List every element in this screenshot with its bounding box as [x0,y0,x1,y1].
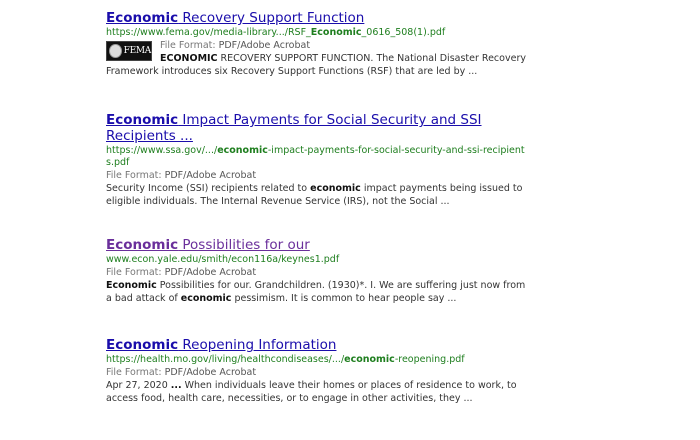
snippet-text: Apr 27, 2020 [106,380,171,391]
result-url[interactable] [106,27,526,39]
title-text: Impact Payments for Social Security and SSI Recipients ... [106,112,482,144]
snippet-text: impact payments being issued to eligible individuals. The Internal Revenue Service (IRS), not the Social ... [106,183,523,207]
file-format-label: File Format: [106,170,162,181]
file-format-label: File Format: [160,40,216,51]
file-format [106,267,526,279]
result-title-link[interactable] [106,337,526,353]
file-format-value: PDF/Adobe Acrobat [218,40,311,51]
snippet-bold: ... [170,380,182,391]
file-format-value: PDF/Adobe Acrobat [164,170,257,181]
result-title-link[interactable] [106,10,526,26]
snippet-bold: economic [310,183,361,194]
snippet-bold: economic [180,292,232,304]
search-results-list [106,10,526,427]
url-keyword: economic [344,354,395,365]
file-format-label: File Format: [106,367,162,378]
result-snippet [106,183,526,208]
file-format [160,40,526,52]
file-format-label: File Format: [106,267,162,278]
url-part: https://health.mo.gov/living/healthcondiseases/.../ [106,354,345,365]
title-keyword: Economic [106,237,179,253]
snippet-bold: ECONOMIC [160,53,218,64]
url-keyword: Economic [310,27,362,38]
url-part: _0616_508(1).pdf [361,27,446,38]
title-text: Reopening Information [178,337,337,353]
file-format [106,170,526,182]
fema-logo-thumbnail[interactable] [106,41,152,61]
title-keyword: Economic [106,337,179,353]
snippet-text: When individuals leave their homes or places of residence to work, to access food, health care, necessities, or to engage in other activities, they ... [106,380,517,404]
result-title-link[interactable] [106,112,526,144]
seal-icon [109,44,122,58]
file-format [106,367,526,379]
snippet-text: pessimism. It is common to hear people say ... [231,292,457,304]
title-keyword: Economic [106,10,179,26]
snippet-bold: Economic [106,280,157,291]
result-url[interactable] [106,354,526,366]
file-format-value: PDF/Adobe Acrobat [164,267,257,278]
snippet-text: Possibilities for our. Grandchildren. (1930)*. I. We are suffering just now from a bad attack of [106,280,526,304]
url-part: www.econ.yale.edu/smith/econ116a/keynes1.pdf [106,254,340,265]
url-part: -reopening.pdf [394,354,465,365]
result-snippet [106,53,526,78]
title-text: Possibilities for our [178,237,310,253]
url-part: https://www.fema.gov/media-library.../RSF_ [106,27,311,38]
result-snippet [106,380,526,405]
title-text: Recovery Support Function [178,10,365,26]
file-format-value: PDF/Adobe Acrobat [164,367,257,378]
search-result-2 [106,112,526,237]
result-url[interactable] [106,254,526,266]
search-result-3 [106,237,526,337]
search-result-1 [106,10,526,100]
result-snippet [106,280,526,305]
thumbnail-text: FEMA [123,46,151,56]
result-body [106,40,526,78]
snippet-text: Security Income (SSI) recipients related to [106,183,311,194]
result-url[interactable] [106,145,526,169]
url-part: -impact-payments-for-social-security-and-ssi-recipients.pdf [106,145,525,168]
url-keyword: economic [217,145,268,156]
snippet-text: RECOVERY SUPPORT FUNCTION. The National Disaster Recovery Framework introduces six Recovery Support Functions (RSF) that are led by ... [106,53,526,77]
title-keyword: Economic [106,112,179,128]
search-result-4 [106,337,526,427]
url-part: https://www.ssa.gov/.../ [106,145,218,156]
result-title-link[interactable] [106,237,526,253]
